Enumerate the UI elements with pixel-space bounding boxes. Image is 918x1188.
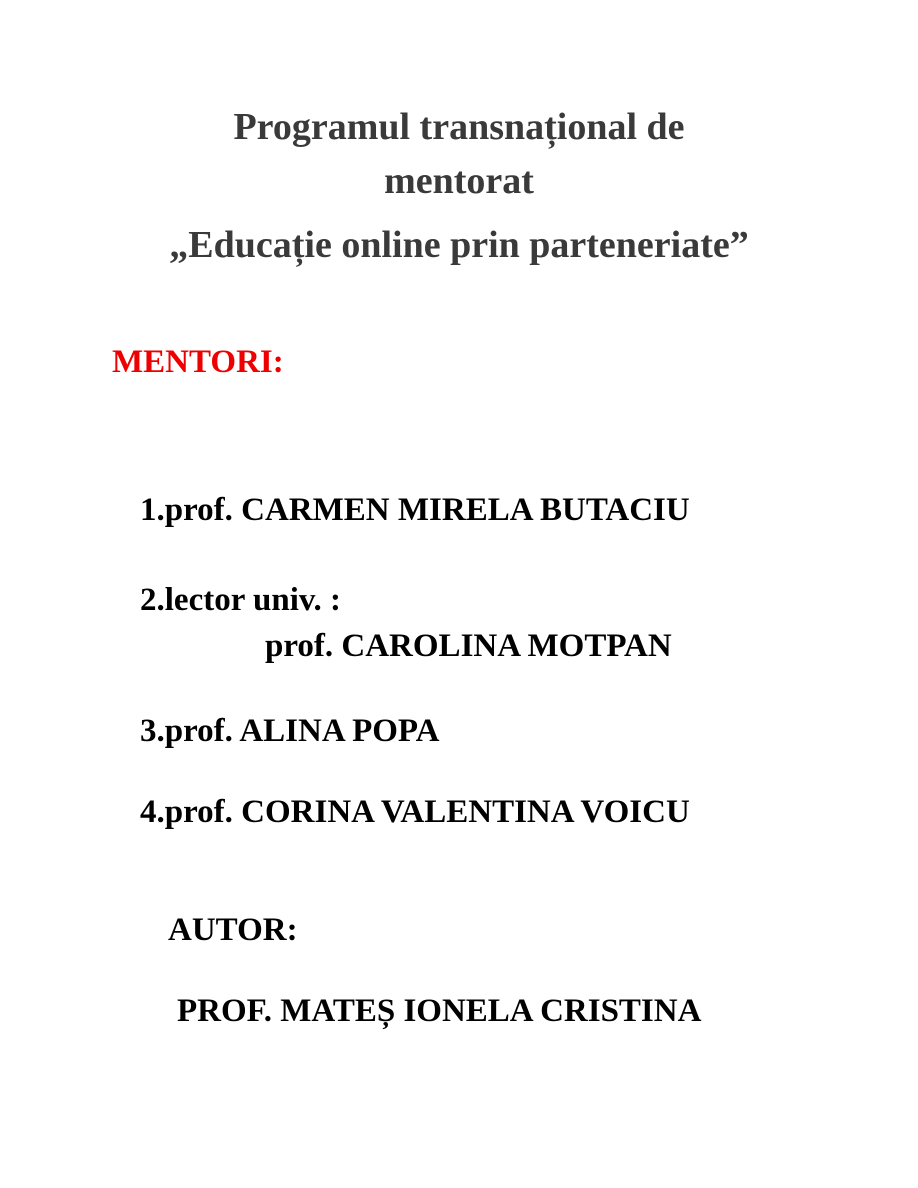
mentor-item-1: 1.prof. CARMEN MIRELA BUTACIU — [140, 492, 690, 528]
mentor-item-2-name: prof. CAROLINA MOTPAN — [265, 628, 672, 664]
mentors-heading: MENTORI: — [112, 344, 284, 380]
title-line-3: „Educație online prin parteneriate” — [169, 224, 749, 266]
mentor-item-2: 2.lector univ. : — [140, 582, 342, 618]
mentor-item-4: 4.prof. CORINA VALENTINA VOICU — [140, 794, 690, 830]
mentor-item-3: 3.prof. ALINA POPA — [140, 713, 440, 749]
title-line-1: Programul transnațional de — [233, 106, 685, 148]
author-heading: AUTOR: — [168, 912, 298, 948]
title-line-2: mentorat — [384, 160, 534, 202]
author-name: PROF. MATEȘ IONELA CRISTINA — [177, 993, 702, 1029]
